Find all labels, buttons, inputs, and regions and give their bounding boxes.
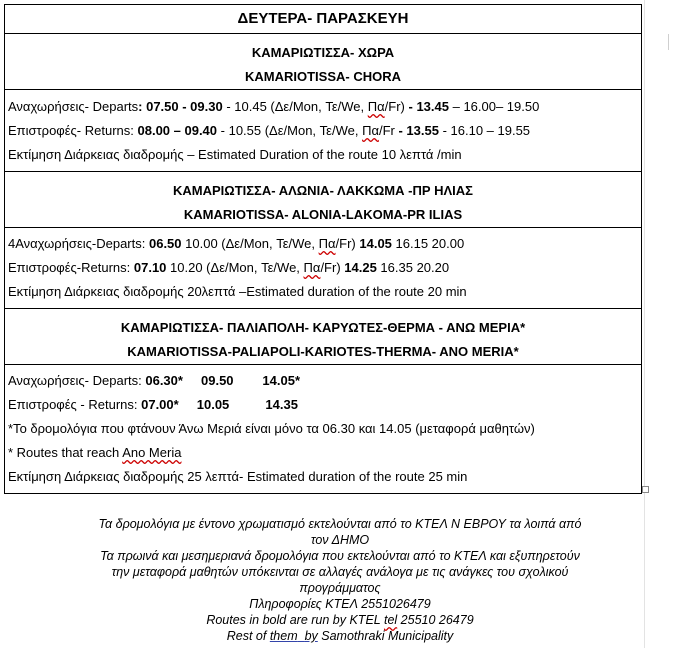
route3-header-greek: ΚΑΜΑΡΙΩΤΙΣΣΑ- ΠΑΛΙΑΠΟΛΗ- ΚΑΡΥΩΤΕΣ-ΘΕΡΜΑ - ΑΝΩ ΜΕΡΙΑ* xyxy=(120,320,526,335)
route2-returns: Επιστροφές-Returns: 07.10 10.20 (Δε/Mon, Τε/We, Πα/Fr) 14.25 16.35 20.20 xyxy=(8,260,450,275)
notes-line-3: Τα πρωινά και μεσημεριανά δρομολόγια που εκτελούνται από το ΚΤΕΛ και εξυπηρετούν xyxy=(100,549,580,563)
route1-departures: Αναχωρήσεις- Departs: 07.50 - 09.30 - 10.45 (Δε/Mon, Τε/We, Πα/Fr) - 13.45 – 16.00– 19.50 xyxy=(8,99,540,114)
route3-note-greek: *Το δρομολόγια που φτάνουν Άνω Μεριά είναι μόνο τα 06.30 και 14.05 (μεταφορά μαθητών) xyxy=(8,421,535,436)
route3-note-english: * Routes that reach Ano Meria xyxy=(8,445,182,460)
route3-header-english: KAMARIOTISSA-PALIAPOLI-KARIOTES-THERMA- ANO MERIA* xyxy=(127,344,519,359)
route1-returns: Επιστροφές- Returns: 08.00 – 09.40 - 10.55 (Δε/Mon, Τε/We, Πα/Fr - 13.55 - 16.10 – 19.55 xyxy=(8,123,531,138)
route3-schedule xyxy=(5,365,642,494)
route2-duration: Εκτίμηση Διάρκειας διαδρομής 20λεπτά –Estimated duration of the route 20 min xyxy=(8,284,467,299)
route1-header-english: KAMARIOTISSA- CHORA xyxy=(245,69,401,84)
route3-duration: Εκτίμηση Διάρκειας διαδρομής 25 λεπτά- Estimated duration of the route 25 min xyxy=(8,469,468,484)
route2-header-english: KAMARIOTISSA- ALONIA-LAKOMA-PR ILIAS xyxy=(183,207,463,222)
notes-line-6: Πληροφορίες ΚΤΕΛ 2551026479 xyxy=(249,597,431,611)
route3-departures: Αναχωρήσεις- Departs: 06.30* 09.50 14.05* xyxy=(8,373,301,388)
table-resize-handle[interactable] xyxy=(642,486,649,493)
route2-departures: 4Αναχωρήσεις-Departs: 06.50 10.00 (Δε/Mon, Τε/We, Πα/Fr) 14.05 16.15 20.00 xyxy=(8,236,465,251)
route3-returns: Επιστροφές - Returns: 07.00* 10.05 14.35 xyxy=(8,397,298,412)
notes-line-7: Routes in bold are run by KTEL tel 25510 26479 xyxy=(206,613,474,627)
footer-notes xyxy=(40,516,640,644)
document-margin xyxy=(644,0,684,648)
route1-duration: Εκτίμηση Διάρκειας διαδρομής – Estimated Duration of the route 10 λεπτά /min xyxy=(8,147,462,162)
notes-line-1: Τα δρομολόγια με έντονο χρωματισμό εκτελούνται από το ΚΤΕΛ Ν ΕΒΡΟΥ τα λοιπά από xyxy=(98,517,582,531)
timetable xyxy=(4,4,642,494)
route2-header xyxy=(5,172,642,228)
notes-line-8: Rest of them by Samothraki Municipality xyxy=(226,629,454,643)
route1-header xyxy=(5,34,642,90)
route1-schedule xyxy=(5,90,642,172)
route3-header xyxy=(5,309,642,365)
margin-marker xyxy=(668,34,669,50)
page-edge xyxy=(644,0,645,648)
notes-line-5: προγράμματος xyxy=(299,581,381,595)
route1-header-greek: ΚΑΜΑΡΙΩΤΙΣΣΑ- ΧΩΡΑ xyxy=(251,45,395,60)
route2-schedule xyxy=(5,228,642,309)
notes-line-2: τον ΔΗΜΟ xyxy=(310,533,370,547)
route2-header-greek: ΚΑΜΑΡΙΩΤΙΣΣΑ- ΑΛΩΝΙΑ- ΛΑΚΚΩΜΑ -ΠΡ ΗΛΙΑΣ xyxy=(173,183,473,198)
timetable-title: ΔΕΥΤΕΡΑ- ΠΑΡΑΣΚΕΥΗ xyxy=(5,5,642,34)
notes-line-4: την μεταφορά μαθητών υπόκεινται σε αλλαγές ανάλογα με τις ανάγκες του σχολικού xyxy=(111,565,569,579)
